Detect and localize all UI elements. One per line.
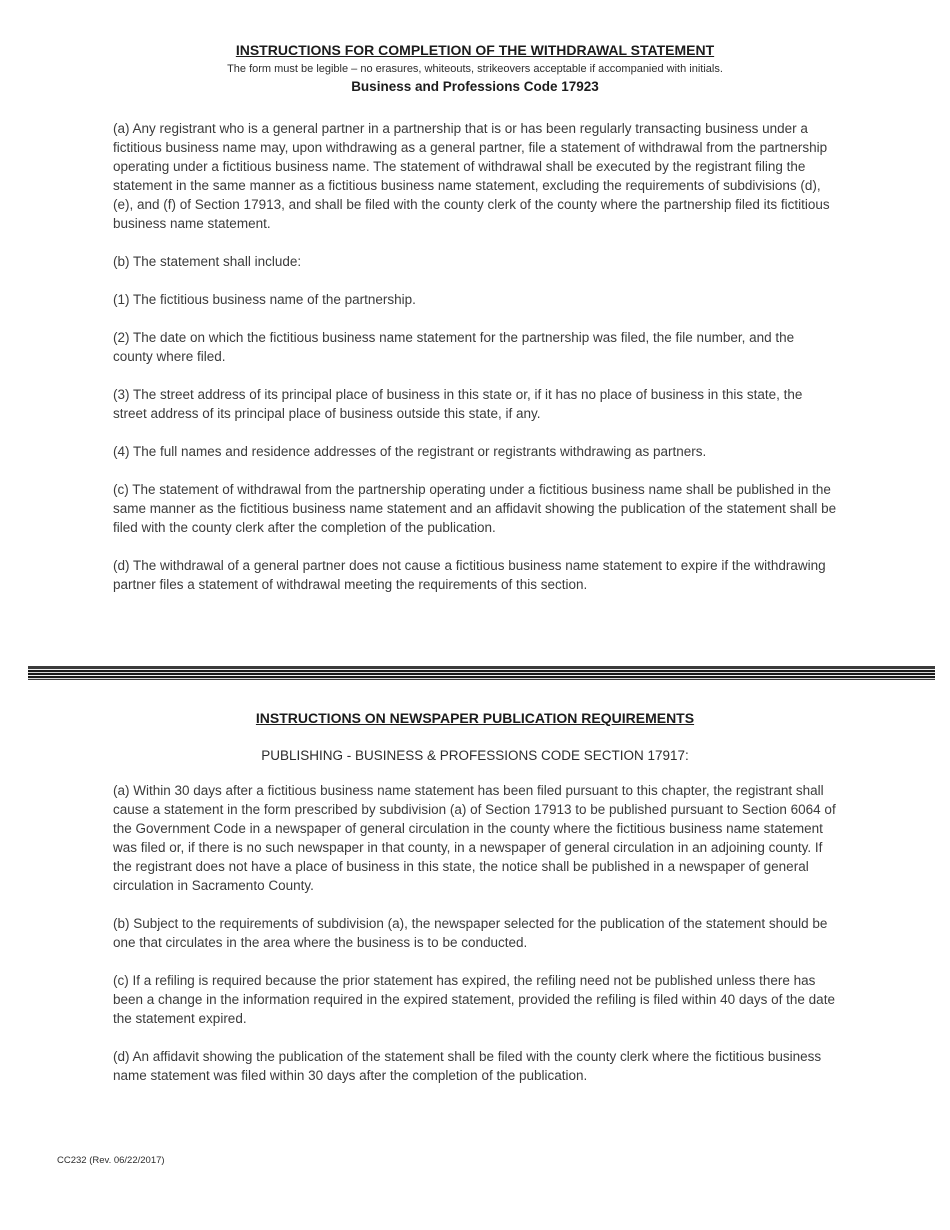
section1-body: [0, 119, 950, 594]
section1-subtitle: The form must be legible – no erasures, whiteouts, strikeovers acceptable if accompanied with initials.: [227, 63, 723, 75]
paragraph-d: (d) The withdrawal of a general partner does not cause a fictitious business name statement to expire if the withdrawing partner files a statement of withdrawal meeting the requirements of this section.: [113, 558, 826, 592]
form-number: CC232 (Rev. 06/22/2017): [57, 1155, 165, 1166]
section-divider-rule: [28, 666, 935, 680]
pub-paragraph-a: (a) Within 30 days after a fictitious business name statement has been filed pursuant to this chapter, the registrant shall cause a statement in the form prescribed by subdivision (a) of Section 17913 to be published pursuant to Section 6064 of the Government Code in a newspaper of general circulation in the county where the fictitious business name statement was filed or, if there is no such newspaper in that county, in a newspaper of general circulation in an adjoining county. If the registrant does not have a place of business in this state, the notice shall be published in a newspaper of general circulation in Sacramento County.: [113, 783, 836, 893]
section1-code-line: Business and Professions Code 17923: [351, 79, 599, 94]
paragraph-a: (a) Any registrant who is a general partner in a partnership that is or has been regularly transacting business under a fictitious business name may, upon withdrawing as a general partner, file a statement of withdrawal from the partnership operating under a fictitious business name. The statement of withdrawal shall be executed by the registrant filing the statement in the same manner as a fictitious business name statement, excluding the requirements of subdivisions (d), (e), and (f) of Section 17913, and shall be filed with the county clerk of the county where the partnership filed its fictitious business name statement.: [113, 121, 830, 231]
pub-paragraph-d: (d) An affidavit showing the publication of the statement shall be filed with the county clerk where the fictitious business name statement was filed within 30 days after the completion of the publication.: [113, 1049, 822, 1083]
section1-header: [0, 0, 950, 95]
pub-paragraph-c: (c) If a refiling is required because the prior statement has expired, the refiling need not be published unless there has been a change in the information required in the expired statement, provided the refiling is filed within 40 days of the date the statement expired.: [113, 973, 835, 1026]
section1-title: INSTRUCTIONS FOR COMPLETION OF THE WITHDRAWAL STATEMENT: [235, 42, 715, 58]
paragraph-b2: (2) The date on which the fictitious business name statement for the partnership was filed, the file number, and the county where filed.: [113, 330, 795, 364]
section2-body: [0, 781, 950, 1085]
paragraph-b4: (4) The full names and residence addresses of the registrant or registrants withdrawing as partners.: [113, 444, 707, 459]
paragraph-b1: (1) The fictitious business name of the partnership.: [113, 292, 416, 307]
paragraph-b3: (3) The street address of its principal place of business in this state or, if it has no place of business in this state, the street address of its principal place of business outside this state, if any.: [113, 387, 803, 421]
paragraph-b: (b) The statement shall include:: [113, 254, 302, 269]
pub-paragraph-b: (b) Subject to the requirements of subdivision (a), the newspaper selected for the publication of the statement should be one that circulates in the area where the business is to be conducted.: [113, 916, 828, 950]
section2-title: INSTRUCTIONS ON NEWSPAPER PUBLICATION REQUIREMENTS: [255, 710, 695, 726]
section2-subtitle: PUBLISHING - BUSINESS & PROFESSIONS CODE SECTION 17917:: [261, 748, 689, 763]
section2: [0, 710, 950, 1085]
paragraph-c: (c) The statement of withdrawal from the partnership operating under a fictitious business name shall be published in the same manner as the fictitious business name statement and an affidavit showing the publication of the statement shall be filed with the county clerk after the completion of the publication.: [113, 482, 837, 535]
